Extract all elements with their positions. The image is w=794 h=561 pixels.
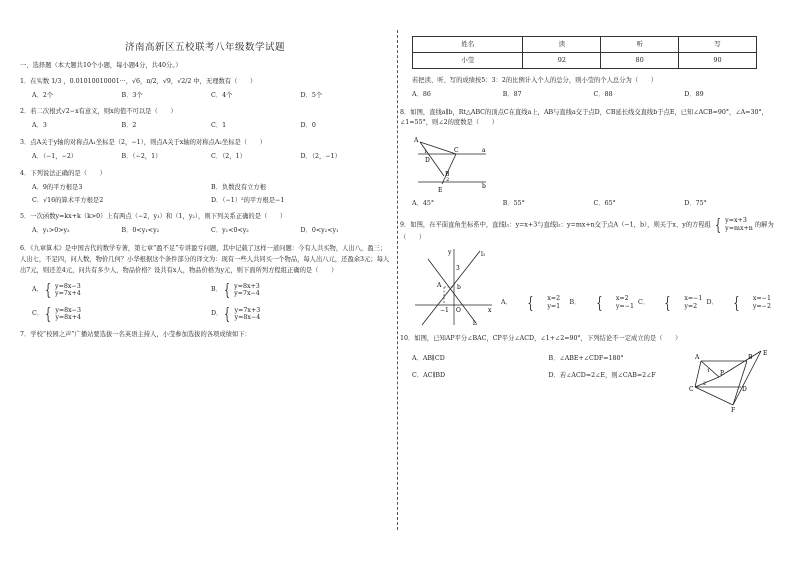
option-c: C．AC∥BD <box>412 372 446 380</box>
fig-label: F <box>731 406 736 413</box>
fig-label: b <box>482 182 486 190</box>
brace-icon: { <box>527 292 534 312</box>
fig-label: B <box>748 353 753 361</box>
equation-system: { y=x+3 y=mx+n <box>715 214 753 234</box>
brace-icon: { <box>596 292 603 312</box>
brace-icon: { <box>44 280 52 300</box>
fig-label: l₂ <box>473 319 478 327</box>
option-a: A．（−1，−2） <box>32 153 78 161</box>
question-7-continued: 若把读、听、写的成绩按5：3：2的比例计入个人的总分，则小莹的个人总分为（ ） <box>412 77 658 84</box>
question-7: 7．学校“校园之声”广播站要选拔一名英语主持人，小莹参加选拔的各项成绩如下： <box>20 331 251 339</box>
question-8: 8．如图，直线a∥b，Rt△ABC的顶点C在直线a上，AB与直线a交于点D，CB延长线交直线b于点E，已知∠ACB=90°，∠A=30°，∠1=55°，则∠2的度数是（ ） <box>400 108 768 126</box>
fig-label: 2 <box>446 176 450 183</box>
line-l2 <box>428 259 476 323</box>
fig-label: −1 <box>440 306 449 314</box>
fig-label: D <box>742 385 747 393</box>
brace-icon: { <box>223 280 231 300</box>
option-a: A．2个 <box>32 91 54 99</box>
fig-label: A <box>414 136 419 144</box>
question-5: 5．一次函数y=kx+k（k>0）上有两点（−2，y₁）和（1，y₂），则下列关系正确的是（ ） <box>20 213 287 221</box>
question-1: 1．在实数 1/3 ，0.01010010001···，√6，π/2，√9，√2/2 中，无理数有（ ） <box>20 77 257 85</box>
option-a: A．AB∥CD <box>412 354 445 362</box>
option-c: C． { y=8x−3 y=8x+4 <box>32 304 81 324</box>
table-cell: 92 <box>523 53 601 69</box>
question-10-figure <box>689 347 769 413</box>
question-7-options <box>412 91 775 99</box>
fig-label: C <box>454 146 459 154</box>
column-divider <box>397 30 398 530</box>
option-c: C．y₁<0<y₂ <box>211 227 249 235</box>
option-c: C．1 <box>211 122 227 130</box>
option-b: B． { x=2 y=−1 <box>569 292 634 312</box>
option-d: D．0<y₂<y₁ <box>300 227 339 235</box>
option-d: D．若∠ACD=2∠E，则∠CAB=2∠F <box>548 372 656 380</box>
table-cell: 写 <box>679 37 757 53</box>
option-b: B． { y=8x+3 y=7x−4 <box>211 280 260 300</box>
fig-label: A <box>437 281 442 289</box>
option-d: D．75° <box>684 199 707 207</box>
option-b: B．0<y₁<y₂ <box>121 227 160 235</box>
question-8-options <box>412 200 775 208</box>
table-header-row <box>413 37 757 53</box>
line-ab <box>420 142 444 176</box>
table-cell: 小莹 <box>413 53 523 69</box>
option-c: C．88 <box>593 90 613 98</box>
fig-label: y <box>448 248 452 256</box>
left-column <box>20 40 390 343</box>
score-table <box>412 36 757 69</box>
option-a: A．3 <box>32 122 47 130</box>
brace-icon: { <box>664 292 671 312</box>
option-c: C．√16的算术平方根是2 <box>32 196 104 204</box>
question-3-options <box>32 153 390 161</box>
question-6: 6．《九章算术》是中国古代的数学专著，第七章“盈不足”专讲盈亏问题，其中记载了这样一道问题：今有人共买物，人出八，盈三；人出七，不足四，问人数，物价几何？小华根据这个条件部分的译文为：现有一些人共同买一个物品，每人出八元，还盈余3元；每人出7元，则还差4元，问共有多少人，物品价格？设共有x人，物品价格为y元，则下面所列方程组正确的是（ ） <box>20 245 390 274</box>
fig-label: P <box>720 369 725 377</box>
fig-label: O <box>456 306 461 314</box>
question-1-options <box>32 92 390 100</box>
question-8-figure <box>408 132 488 198</box>
fig-label: E <box>438 186 443 194</box>
option-a: A．y₁>0>y₂ <box>32 227 70 235</box>
table-cell: 听 <box>601 37 679 53</box>
table-row <box>413 53 757 69</box>
question-2-options <box>32 122 390 130</box>
question-10-options <box>412 355 685 381</box>
table-cell: 80 <box>601 53 679 69</box>
option-b: B．3个 <box>121 91 143 99</box>
option-a: A． { x=2 y=1 <box>501 292 561 312</box>
line-ef <box>733 351 761 405</box>
fig-label: b <box>457 283 461 291</box>
question-5-options <box>32 227 390 235</box>
option-a: A．9的平方根是3 <box>32 183 83 191</box>
option-a: A．45° <box>412 199 435 207</box>
question-10: 10．如图，已知AP平分∠BAC，CP平分∠ACD，∠1+∠2=90°，下列结论不一定成立的是（ ） <box>400 334 682 342</box>
line-cp <box>695 377 719 387</box>
option-c: C．（2，1） <box>211 153 246 161</box>
option-b: B．2 <box>121 122 137 130</box>
option-d: D．89 <box>684 90 704 98</box>
question-4: 4．下列说法正确的是（ ） <box>20 169 106 177</box>
fig-label: C <box>689 385 694 393</box>
option-d: D．0 <box>300 122 316 130</box>
fig-label: D <box>425 156 430 164</box>
option-c: C．4个 <box>211 91 233 99</box>
question-9-figure <box>410 247 495 327</box>
fig-label: B <box>445 170 450 178</box>
fig-label: E <box>763 349 768 357</box>
table-cell: 读 <box>523 37 601 53</box>
fig-label: 3 <box>456 264 460 272</box>
option-a: A． { y=8x−3 y=7x+4 <box>32 280 81 300</box>
option-b: B．87 <box>502 90 522 98</box>
fig-label: a <box>482 146 486 154</box>
option-b: B．负数没有立方根 <box>211 183 267 191</box>
brace-icon: { <box>715 214 722 234</box>
question-3: 3．点A关于y轴的对称点A₁坐标是（2，−1），则点A关于x轴的对称点A₂坐标是（ ） <box>20 139 266 147</box>
option-d: D．5个 <box>300 91 323 99</box>
option-a: A．86 <box>412 90 431 98</box>
line-bf <box>733 361 747 405</box>
option-b: B．55° <box>502 199 525 207</box>
question-6-options <box>32 282 390 322</box>
option-d: D． { x=−1 y=−2 <box>706 292 771 312</box>
question-9-options <box>501 292 775 312</box>
question-9: 9．如图，在平面直角坐标系中，直线l₁：y=x+3与直线l₂：y=mx+n交于点A（−1，b），则关于x、y的方程组 { y=x+3 y=mx+n 的解为（ ） <box>400 214 774 241</box>
option-b: B．∠ABE+∠CDF=180° <box>548 354 624 362</box>
option-d: D． { y=7x+3 y=8x−4 <box>211 304 261 324</box>
option-b: B．（−2，1） <box>121 153 162 161</box>
exam-title: 济南高新区五校联考八年级数学试题 <box>124 42 285 53</box>
question-9-body <box>400 247 775 327</box>
option-c: C．65° <box>593 199 616 207</box>
question-4-options <box>32 184 390 205</box>
fig-label: 1 <box>424 148 428 155</box>
option-d: D．（2，−1） <box>300 153 341 161</box>
question-2: 2．若二次根式√2−x有意义，则x的值不可以是（ ） <box>20 108 177 116</box>
brace-icon: { <box>45 304 52 324</box>
brace-icon: { <box>733 292 740 312</box>
option-c: C． { x=−1 y=2 <box>638 292 703 312</box>
fig-label: l₁ <box>481 250 486 258</box>
right-column <box>400 30 775 413</box>
fig-label: A <box>695 353 700 361</box>
table-cell: 姓名 <box>413 37 523 53</box>
fig-label: x <box>488 306 492 314</box>
table-cell: 90 <box>679 53 757 69</box>
brace-icon: { <box>224 304 231 324</box>
option-d: D．（−1）²的平方根是−1 <box>211 196 285 204</box>
section-heading: 一、选择题（本大题共10个小题，每小题4分，共40分。） <box>20 61 182 69</box>
line-ac <box>695 361 701 387</box>
line-cf <box>695 387 733 405</box>
fig-label: 1 <box>707 367 711 374</box>
fig-label: 2 <box>703 380 707 387</box>
question-10-body <box>400 347 775 413</box>
